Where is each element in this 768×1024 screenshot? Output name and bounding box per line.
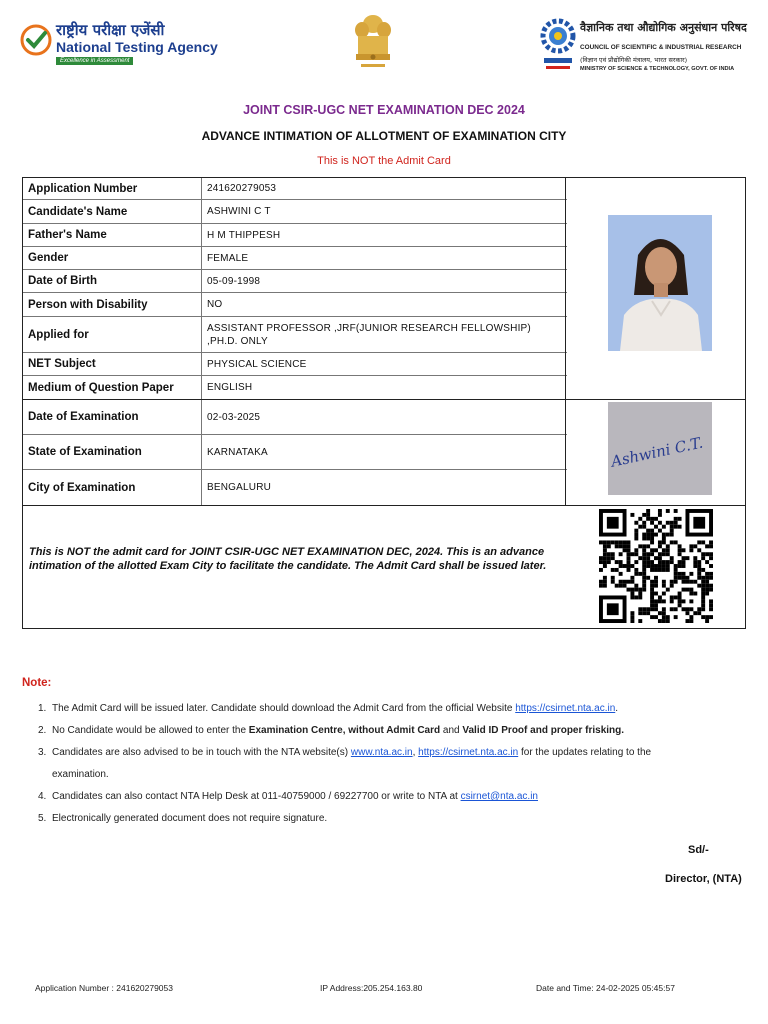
state-emblem-icon xyxy=(348,12,398,76)
csir-ministry-english: MINISTRY OF SCIENCE & TECHNOLOGY, GOVT. OF INDIA xyxy=(580,66,735,72)
disability-value: NO xyxy=(207,299,223,310)
nta-website-link[interactable]: www.nta.ac.in xyxy=(350,747,413,758)
table-row xyxy=(23,435,567,470)
not-admit-card-warning: This is NOT the Admit Card xyxy=(317,155,451,167)
signature-text: Ashwini C.T. xyxy=(609,433,705,471)
nta-english-name: National Testing Agency xyxy=(56,39,218,55)
table-row xyxy=(23,200,567,224)
candidate-photo xyxy=(608,215,712,351)
csir-ministry-hindi: (विज्ञान एवं प्रौद्योगिकी मंत्रालय, भारत सरकार) xyxy=(580,56,688,64)
candidate-signature xyxy=(608,402,712,495)
note-item-continuation: examination. xyxy=(52,769,109,780)
footer-date-time: Date and Time: 24-02-2025 05:45:57 xyxy=(536,983,675,993)
table-row xyxy=(23,270,567,293)
row-label: Application Number xyxy=(23,178,202,199)
note-item: 2. No Candidate would be allowed to enter the Examination Centre, without Admit Card and Valid ID Proof and proper frisking. xyxy=(38,725,625,736)
row-label: Candidate's Name xyxy=(23,200,202,223)
father-name-value: H M THIPPESH xyxy=(207,229,281,241)
application-number-value: 241620279053 xyxy=(207,183,277,194)
email-link[interactable]: csirnet@nta.ac.in xyxy=(460,791,538,802)
signed-mark: Sd/- xyxy=(688,844,709,856)
qr-code xyxy=(599,508,713,624)
row-label: Date of Birth xyxy=(23,270,202,292)
csirnet-website-link[interactable]: https://csirnet.nta.ac.in xyxy=(418,747,519,758)
note-heading: Note: xyxy=(22,677,52,689)
exam-city-value: BENGALURU xyxy=(207,482,272,493)
exam-title: JOINT CSIR-UGC NET EXAMINATION DEC 2024 xyxy=(243,103,525,117)
table-row xyxy=(23,353,567,376)
note-item: 4. Candidates can also contact NTA Help Desk at 011-40759000 / 69227700 or write to NTA at csirnet@nta.ac.in xyxy=(38,791,538,802)
candidate-name-value: ASHWINI C T xyxy=(207,206,271,217)
nta-tagline: Excellence in Assessment xyxy=(56,57,133,65)
note-item: 1. The Admit Card will be issued later. Candidate should download the Admit Card from the official Website https://csirnet.nta.ac.in. xyxy=(38,703,619,714)
row-label: Father's Name xyxy=(23,224,202,246)
table-row xyxy=(23,376,567,399)
row-label: NET Subject xyxy=(23,353,202,375)
table-row xyxy=(23,317,567,353)
notes-list xyxy=(38,698,742,830)
nta-hindi-name: राष्ट्रीय परीक्षा एजेंसी xyxy=(56,21,165,39)
csir-english-name: COUNCIL OF SCIENTIFIC & INDUSTRIAL RESEARCH xyxy=(580,44,742,51)
table-row xyxy=(23,293,567,317)
row-label: Person with Disability xyxy=(23,293,202,316)
row-label: City of Examination xyxy=(23,470,202,505)
director-signoff: Director, (NTA) xyxy=(665,873,742,885)
row-label: State of Examination xyxy=(23,435,202,469)
date-of-birth-value: 05-09-1998 xyxy=(207,275,261,287)
footer-application-number: Application Number : 241620279053 xyxy=(35,983,173,993)
row-label: Applied for xyxy=(23,317,202,352)
csirnet-website-link[interactable]: https://csirnet.nta.ac.in xyxy=(515,703,616,714)
gender-value: FEMALE xyxy=(207,252,249,264)
nta-checkmark-icon xyxy=(20,24,52,56)
note-item: 3. Candidates are also advised to be in touch with the NTA website(s) www.nta.ac.in, https://csirnet.nta.ac.in for the updates relating to the xyxy=(38,747,652,758)
exam-state-value: KARNATAKA xyxy=(207,446,268,458)
column-divider xyxy=(565,178,566,505)
candidate-details-table xyxy=(22,177,746,629)
exam-date-value: 02-03-2025 xyxy=(207,411,261,423)
row-label: Gender xyxy=(23,247,202,269)
note-item: 5. Electronically generated document does not require signature. xyxy=(38,813,328,824)
document-subtitle: ADVANCE INTIMATION OF ALLOTMENT OF EXAMINATION CITY xyxy=(201,129,567,143)
advance-intimation-notice: This is NOT the admit card for JOINT CSIR-UGC NET EXAMINATION DEC, 2024. This is an advance intimation of the allotted Exam City to facilitate the candidate. The Admit Card shall be issued later. xyxy=(29,546,547,572)
csir-gear-icon xyxy=(540,18,576,76)
section-divider xyxy=(23,505,745,506)
table-row xyxy=(23,178,567,200)
row-label: Date of Examination xyxy=(23,400,202,434)
applied-for-value: ASSISTANT PROFESSOR ,JRF(JUNIOR RESEARCH FELLOWSHIP) ,PH.D. ONLY xyxy=(207,322,531,347)
table-row xyxy=(23,224,567,247)
table-row xyxy=(23,470,567,505)
csir-hindi-name: वैज्ञानिक तथा औद्योगिक अनुसंधान परिषद xyxy=(580,21,747,34)
csir-logo xyxy=(540,18,750,78)
table-row xyxy=(23,247,567,270)
nta-logo xyxy=(20,18,220,80)
medium-value: ENGLISH xyxy=(207,382,253,393)
footer-ip-address: IP Address:205.254.163.80 xyxy=(320,983,423,993)
table-row xyxy=(23,400,567,435)
row-label: Medium of Question Paper xyxy=(23,376,202,399)
net-subject-value: PHYSICAL SCIENCE xyxy=(207,358,307,370)
